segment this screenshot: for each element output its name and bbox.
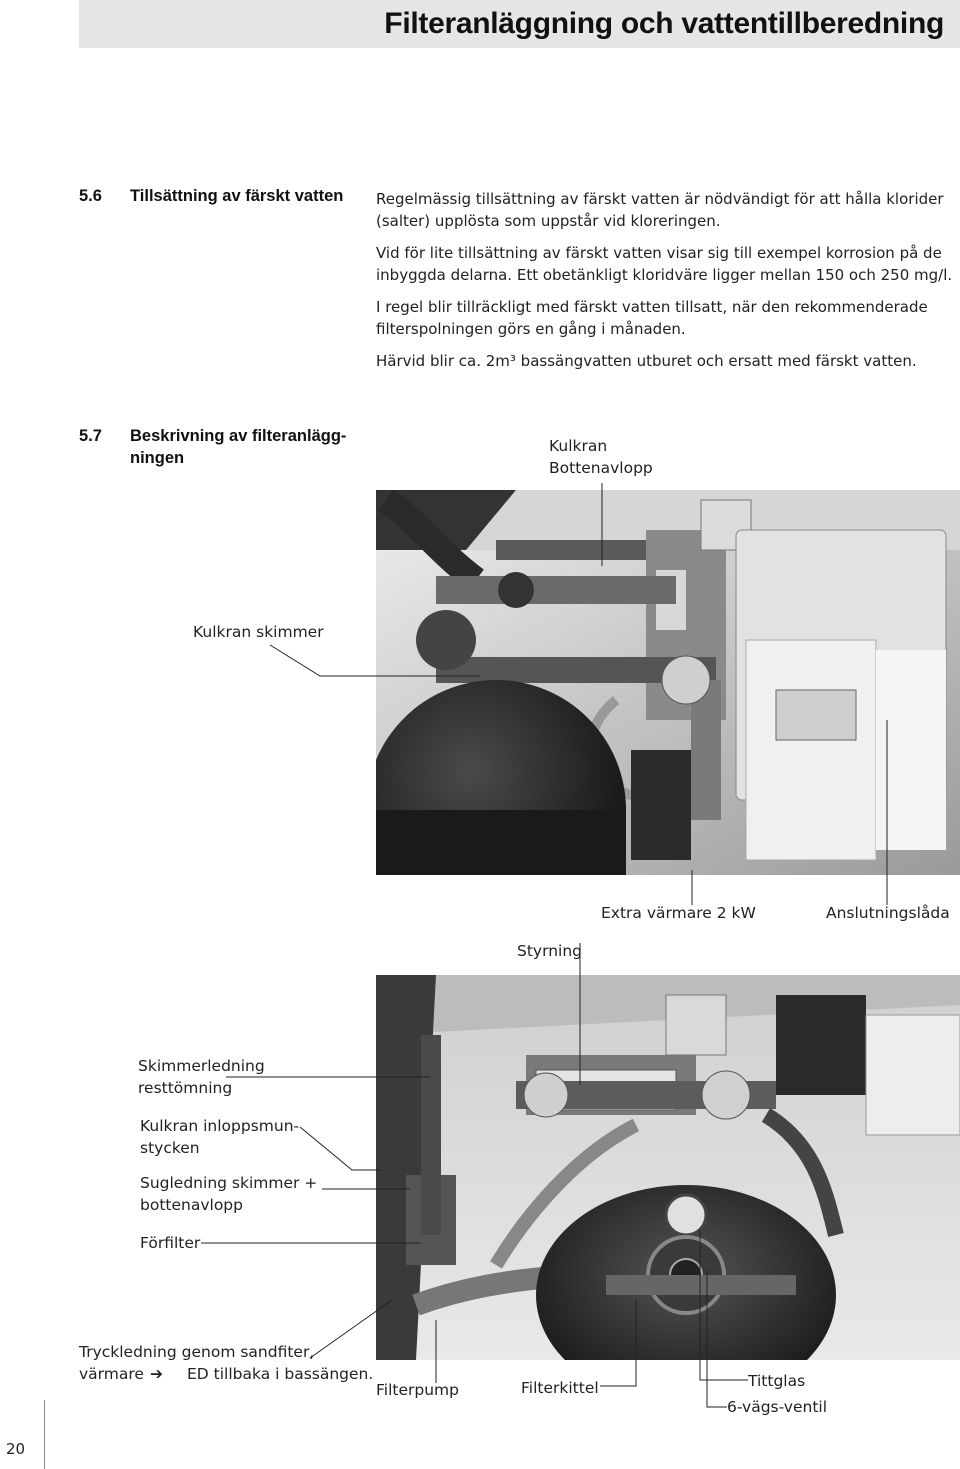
label-sugledning: Sugledning skimmer + — [140, 1174, 318, 1192]
leader-kulkran-inlopp — [300, 1127, 380, 1170]
paragraph-2: Vid för lite tillsättning av färskt vatten visar sig till exempel korrosion på de inbyggda delarna. Ett obetänkligt kloridväre ligger mellan 150 och 250 mg/l. — [376, 244, 953, 284]
page-title: Filteranläggning och vattentillberedning — [384, 7, 944, 40]
label-kulkran: Kulkran — [549, 437, 608, 455]
section-5-7-number: 5.7 — [79, 427, 102, 445]
label-filterpump: Filterpump — [376, 1381, 459, 1399]
label-filterkittel: Filterkittel — [521, 1379, 599, 1397]
page-edge-rule — [44, 1400, 45, 1469]
label-kulkran-inlopp: Kulkran inloppsmun- — [140, 1117, 300, 1135]
section-5-7-title-line1: Beskrivning av filteranlägg- — [130, 427, 347, 445]
label-skimmerledning: Skimmerledning — [138, 1057, 265, 1075]
label-ed-tillbaka: ED tillbaka i bassängen. — [187, 1365, 374, 1383]
label-tryckledning: Tryckledning genom sandfiter, — [79, 1343, 315, 1361]
label-resttomning: resttömning — [138, 1079, 233, 1097]
paragraph-4: Härvid blir ca. 2m³ bassängvatten utburet och ersatt med färskt vatten. — [376, 352, 917, 370]
section-5-6-title: Tillsättning av färskt vatten — [130, 187, 344, 205]
leader-kulkran-skimmer — [270, 645, 480, 676]
label-forfilter: Förfilter — [140, 1234, 201, 1252]
label-stycken: stycken — [140, 1139, 200, 1157]
paragraph-3: I regel blir tillräckligt med färskt vatten tillsatt, när den rekommenderade filterspolningen görs en gång i månaden. — [376, 298, 928, 338]
label-extra-varmare: Extra värmare 2 kW — [601, 904, 756, 922]
leader-sexvags — [707, 1270, 727, 1407]
label-bottenavlopp: Bottenavlopp — [549, 459, 653, 477]
label-styrning: Styrning — [517, 942, 582, 960]
page-number: 20 — [6, 1440, 26, 1458]
label-anslutningslada: Anslutningslåda — [826, 904, 950, 922]
right-arrow-icon: ➔ — [150, 1365, 163, 1383]
label-kulkran-skimmer: Kulkran skimmer — [193, 623, 324, 641]
label-bottenavlopp-2: bottenavlopp — [140, 1196, 243, 1214]
section-5-7-title-line2: ningen — [130, 449, 185, 467]
label-tittglas: Tittglas — [748, 1372, 806, 1390]
leader-filterkittel — [600, 1300, 636, 1386]
leader-tryckledning — [310, 1300, 392, 1358]
label-6-vags-ventil: 6-vägs-ventil — [727, 1398, 828, 1416]
label-varmare: värmare — [79, 1365, 144, 1383]
section-5-6-number: 5.6 — [79, 187, 102, 205]
paragraph-1: Regelmässig tillsättning av färskt vatten är nödvändigt för att hålla klorider (salter) upplösta som uppstår vid kloreringen. — [376, 190, 944, 230]
